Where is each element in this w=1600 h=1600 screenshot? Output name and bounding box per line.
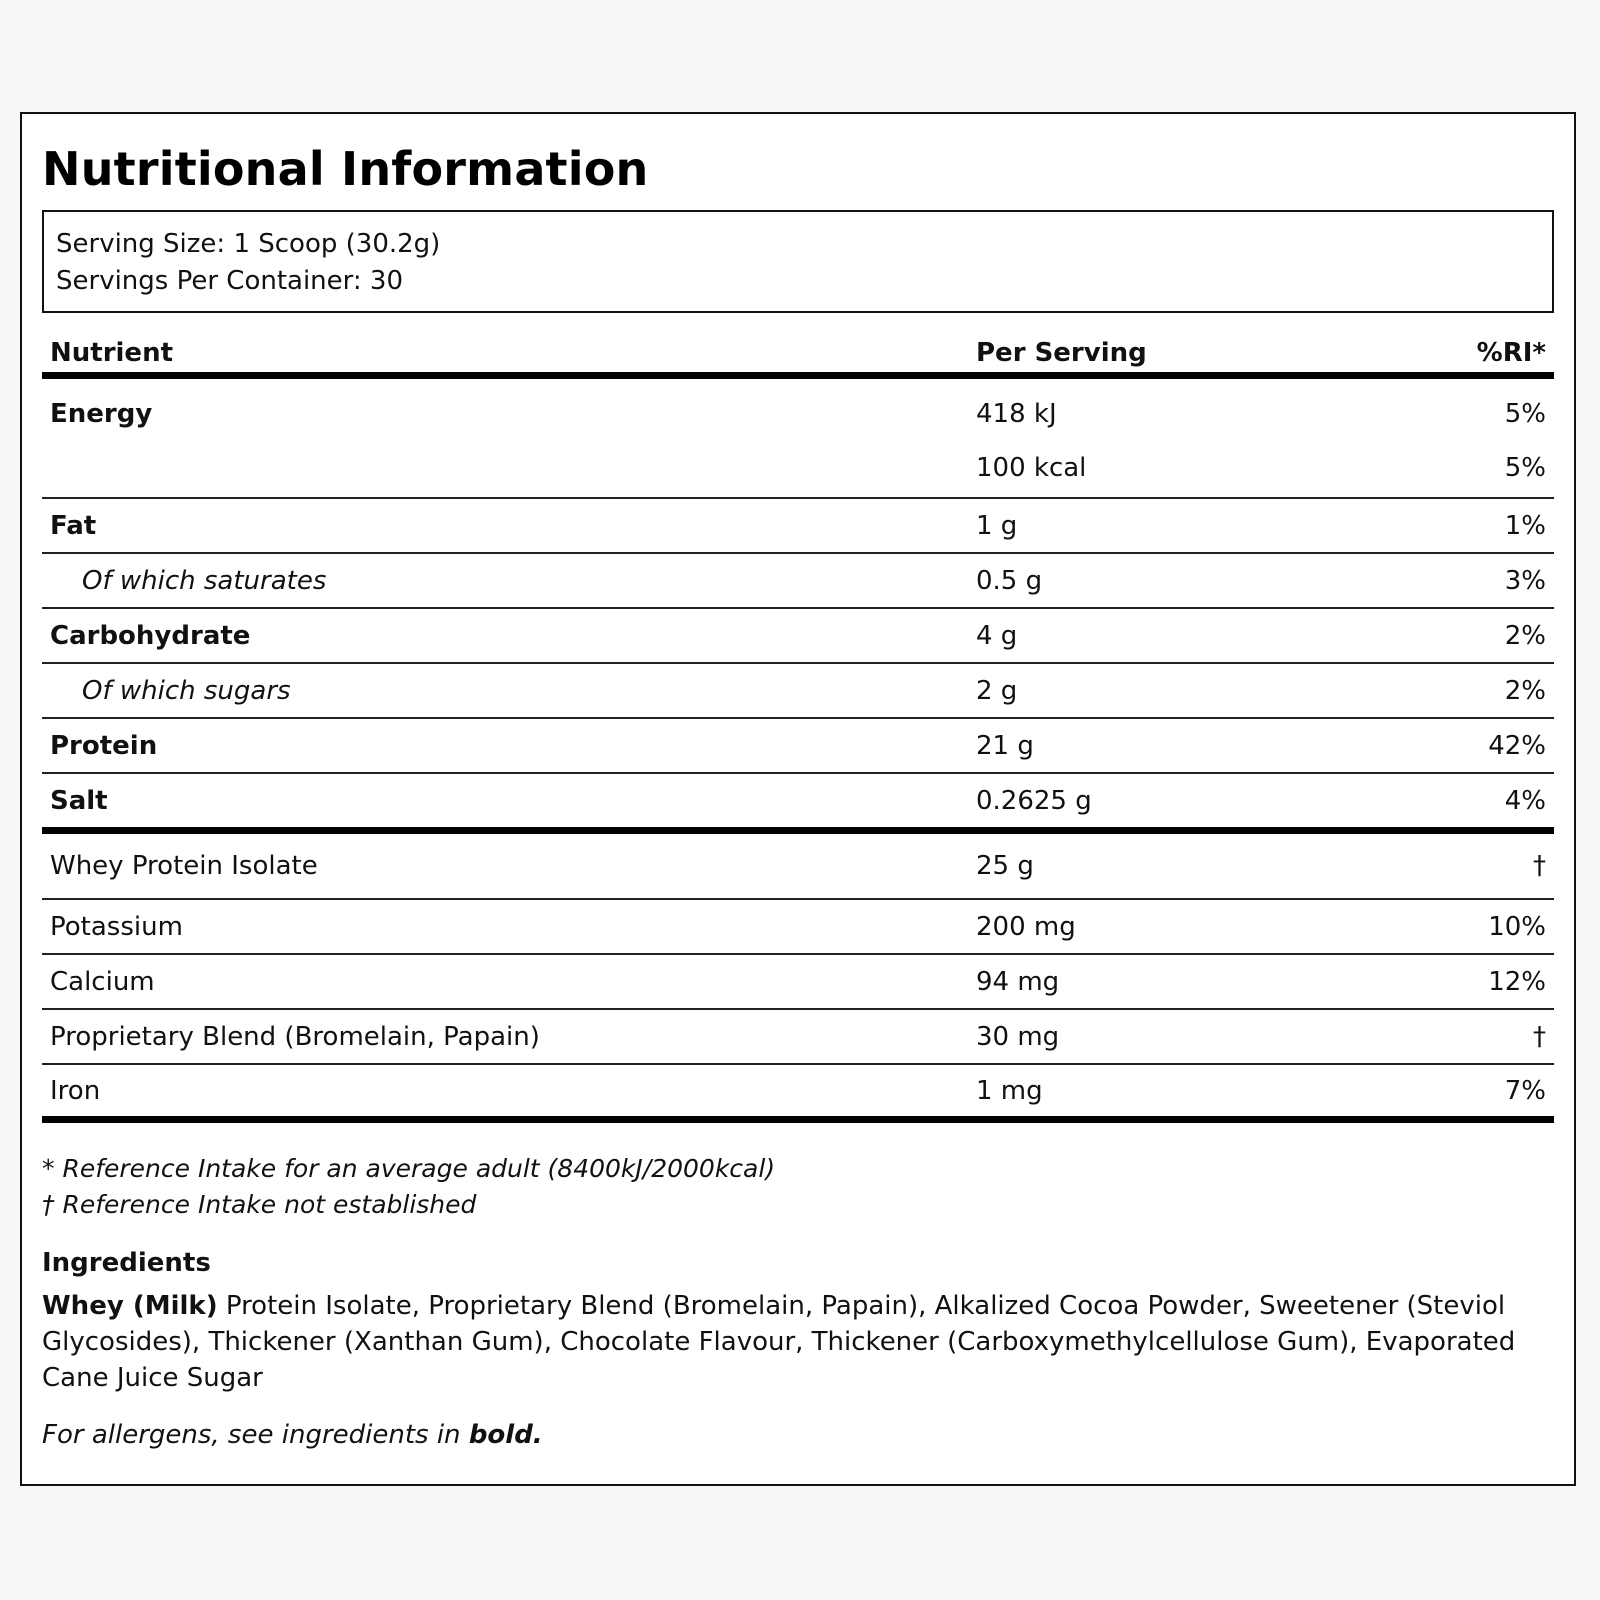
nutrient-ri: † (1533, 851, 1546, 881)
header-nutrient: Nutrient (50, 337, 174, 368)
header-ri: %RI* (1476, 337, 1546, 368)
nutrient-name: Calcium (50, 966, 155, 997)
nutrient-name: Proprietary Blend (Bromelain, Papain) (50, 1021, 540, 1052)
allergen-note-text: For allergens, see ingredients in (42, 1420, 469, 1450)
nutrient-value: 200 mg (976, 911, 1076, 942)
nutrient-value: 21 g (976, 730, 1034, 761)
nutrient-name: Potassium (50, 911, 183, 942)
serving-size: Serving Size: 1 Scoop (30.2g) (56, 229, 441, 259)
nutrient-name: Iron (50, 1075, 101, 1106)
nutrient-name: Of which saturates (82, 565, 327, 596)
allergen-note (42, 1420, 1554, 1450)
nutrient-ri: 42% (1488, 730, 1546, 761)
nutrition-label (20, 112, 1576, 1486)
nutrient-value: 0.2625 g (976, 785, 1092, 816)
table-row-proprietary-blend (42, 1010, 1554, 1065)
nutrient-name: Protein (50, 730, 158, 761)
nutrient-name: Of which sugars (82, 675, 291, 706)
nutrient-ri: 12% (1488, 966, 1546, 997)
table-row-sugars (42, 664, 1554, 719)
nutrient-name: Whey Protein Isolate (50, 851, 318, 881)
nutrient-ri: 7% (1504, 1075, 1546, 1106)
nutrient-value: 1 mg (976, 1075, 1043, 1106)
energy-kj-ri: 5% (1504, 399, 1546, 429)
table-row-calcium (42, 955, 1554, 1010)
table-row-saturates (42, 554, 1554, 609)
nutrient-name: Salt (50, 785, 108, 816)
ingredients-text (42, 1288, 1554, 1396)
header-per-serving: Per Serving (976, 337, 1147, 368)
energy-kcal: 100 kcal (976, 453, 1087, 483)
nutrient-ri: 3% (1504, 565, 1546, 596)
table-row-energy (42, 379, 1554, 499)
serving-info-box (42, 210, 1554, 313)
energy-kj: 418 kJ (976, 399, 1057, 429)
nutrient-name: Carbohydrate (50, 620, 251, 651)
footnote-ri: * Reference Intake for an average adult (8400kJ/2000kcal) (42, 1154, 776, 1183)
nutrient-value: 30 mg (976, 1021, 1060, 1052)
nutrient-value: 94 mg (976, 966, 1060, 997)
table-row-carbohydrate (42, 609, 1554, 664)
table-row-protein (42, 719, 1554, 774)
servings-per-container: Servings Per Container: 30 (56, 266, 404, 296)
table-row-fat (42, 499, 1554, 554)
footnote-not-established: † Reference Intake not established (42, 1190, 477, 1219)
nutrient-ri: † (1533, 1021, 1546, 1052)
table-row-whey-protein-isolate (42, 834, 1554, 900)
ingredients-heading: Ingredients (42, 1248, 211, 1278)
nutrient-ri: 2% (1504, 675, 1546, 706)
ingredients-list: Protein Isolate, Proprietary Blend (Bromelain, Papain), Alkalized Cocoa Powder, Sweetener (Steviol Glycosides), Thickener (Xanthan Gum), Chocolate Flavour, Thickener (Carboxymethylcellulose Gum), Evaporated Cane Juice Sugar (42, 1291, 1516, 1393)
nutrient-ri: 2% (1504, 620, 1546, 651)
nutrient-value: 25 g (976, 851, 1034, 881)
allergen-note-bold: bold. (468, 1420, 543, 1450)
table-header (42, 333, 1554, 379)
table-row-iron (42, 1065, 1554, 1123)
energy-kcal-ri: 5% (1504, 453, 1546, 483)
nutrient-ri: 10% (1488, 911, 1546, 942)
nutrient-ri: 4% (1504, 785, 1546, 816)
nutrient-value: 0.5 g (976, 565, 1043, 596)
nutrient-value: 2 g (976, 675, 1018, 706)
nutrient-value: 1 g (976, 510, 1018, 541)
nutrient-name: Energy (50, 399, 153, 429)
table-row-potassium (42, 900, 1554, 955)
allergen-lead: Whey (Milk) (42, 1291, 218, 1321)
nutrient-name: Fat (50, 510, 97, 541)
page-title: Nutritional Information (42, 142, 649, 196)
nutrient-value: 4 g (976, 620, 1018, 651)
nutrient-ri: 1% (1504, 510, 1546, 541)
footnotes (42, 1151, 1554, 1223)
table-row-salt (42, 774, 1554, 834)
